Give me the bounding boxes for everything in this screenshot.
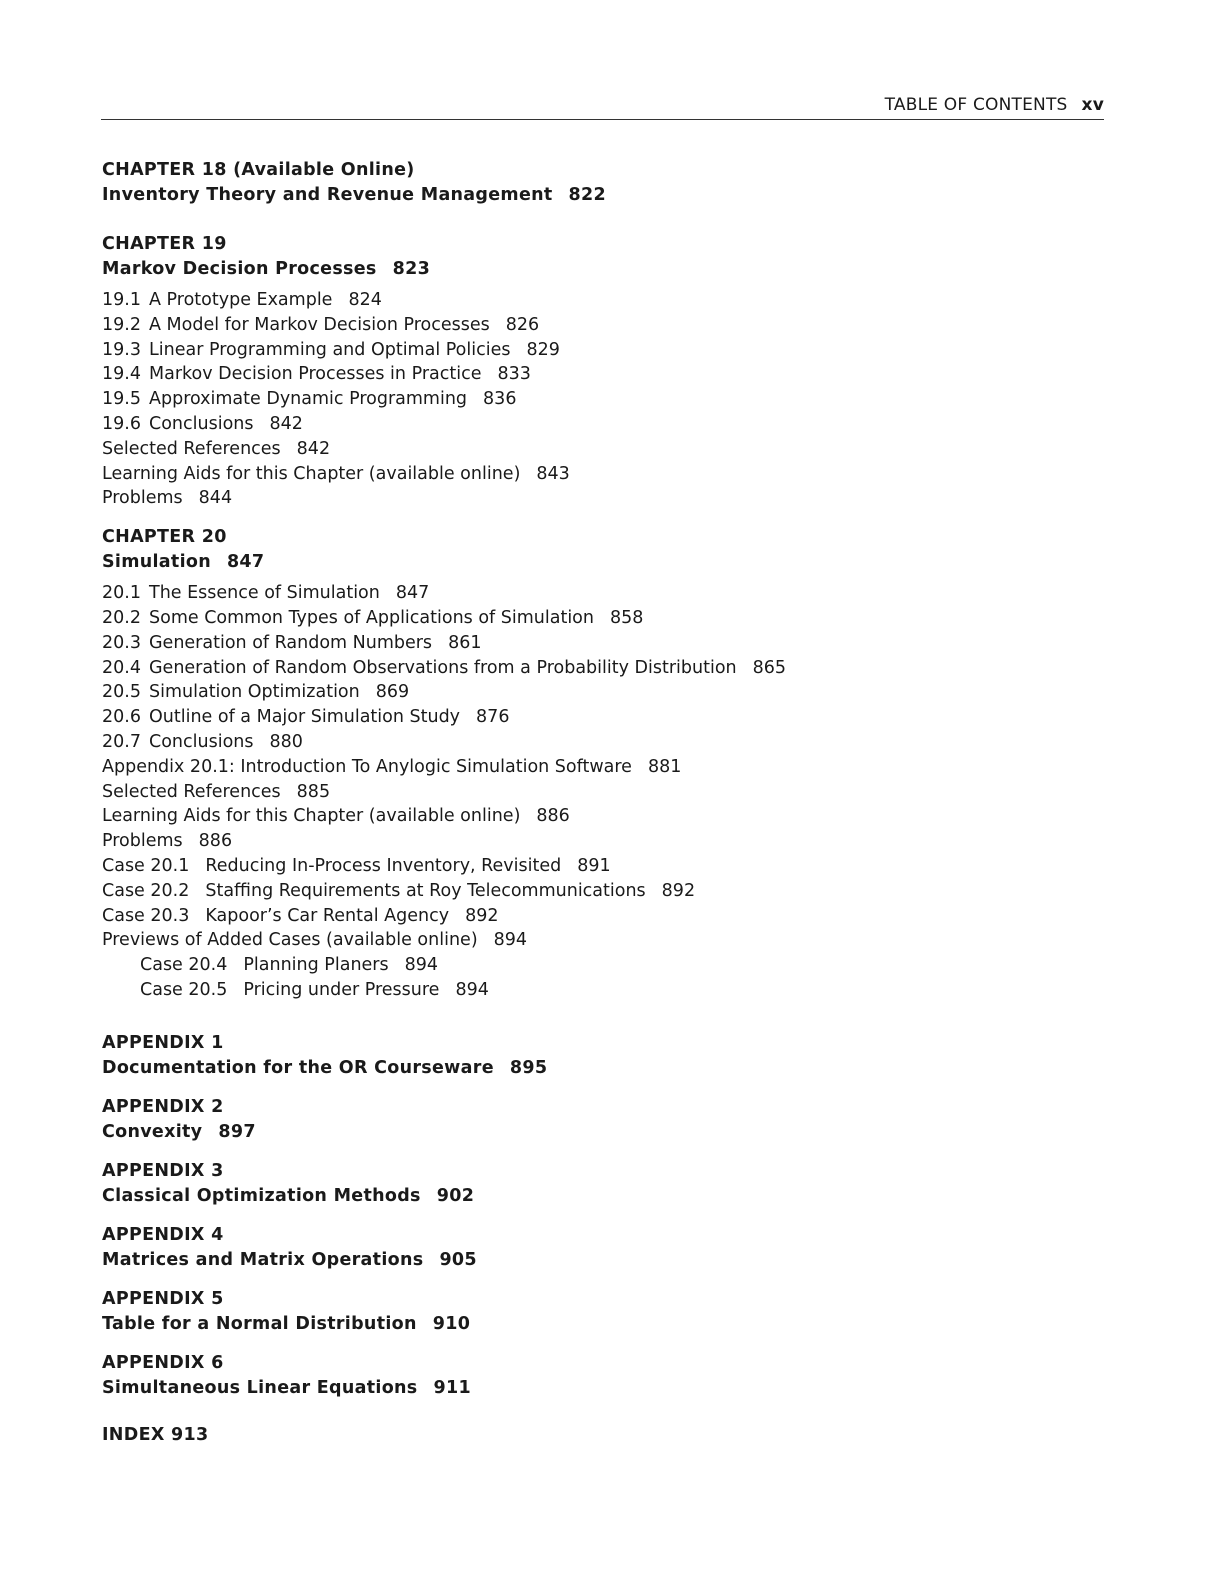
appendix-1: [102, 1031, 1102, 1081]
appendix-page: 902: [436, 1185, 475, 1206]
case-number: Case 20.3: [102, 905, 190, 926]
appendix-title: Matrices and Matrix Operations: [102, 1249, 424, 1270]
toc-entry[interactable]: [102, 288, 1102, 313]
toc-entry[interactable]: [102, 829, 1102, 854]
chapter-page: 823: [392, 259, 431, 279]
section-number: 19.5: [102, 389, 141, 410]
toc-entry[interactable]: [102, 631, 1102, 656]
chapter-title: Inventory Theory and Revenue Management: [102, 185, 553, 205]
case-title: Kapoor’s Car Rental Agency: [205, 905, 450, 926]
toc-entry[interactable]: [102, 362, 1102, 387]
appendix-5: [102, 1287, 1102, 1337]
case-number: Case 20.5: [140, 979, 228, 1000]
section-title: Generation of Random Observations from a Probability Distribution: [149, 657, 737, 678]
section-title: Conclusions: [149, 413, 254, 434]
appendix-label: APPENDIX 6: [102, 1352, 224, 1373]
section-title: The Essence of Simulation: [149, 583, 380, 604]
chapter-page: 847: [226, 552, 265, 573]
section-page: 833: [497, 364, 531, 385]
chapter-18: [102, 158, 1102, 208]
toc-entry[interactable]: [102, 705, 1102, 730]
toc-entry[interactable]: [102, 338, 1102, 363]
chapter-title: Simulation: [102, 552, 211, 573]
section-page: 824: [348, 290, 382, 310]
toc-body: [102, 158, 1102, 1448]
entry-page: 844: [198, 488, 233, 509]
entry-page: 881: [647, 756, 682, 777]
index-link[interactable]: [102, 1423, 1102, 1448]
case-number: Case 20.2: [102, 880, 190, 901]
case-number: Case 20.1: [102, 855, 190, 876]
section-page: 861: [448, 632, 482, 653]
running-header: [101, 95, 1104, 120]
case-page: 892: [465, 905, 499, 926]
case-title: Reducing In-Process Inventory, Revisited: [205, 855, 562, 876]
section-page: 865: [752, 657, 787, 678]
appendix-title-link[interactable]: [102, 1248, 1102, 1273]
section-title: Conclusions: [149, 731, 254, 752]
section-page: 842: [269, 413, 303, 434]
section-title: Generation of Random Numbers: [149, 632, 433, 653]
section-page: 869: [375, 682, 410, 703]
toc-entry[interactable]: [102, 486, 1102, 511]
entry-page: 842: [296, 438, 331, 459]
toc-entry[interactable]: [102, 804, 1102, 829]
toc-entry[interactable]: [102, 581, 1102, 606]
section-number: 19.1: [102, 290, 141, 310]
appendix-title-link[interactable]: [102, 1376, 1102, 1401]
toc-entry[interactable]: [102, 606, 1102, 631]
case-entry[interactable]: [102, 854, 1102, 879]
entry-title: Previews of Added Cases (available online): [102, 930, 478, 951]
toc-entry[interactable]: [102, 680, 1102, 705]
entry-title: Learning Aids for this Chapter (available online): [102, 463, 521, 484]
chapter-19-entries: [102, 288, 1102, 511]
case-page: 892: [661, 880, 696, 901]
toc-entry[interactable]: [102, 313, 1102, 338]
toc-entry[interactable]: [102, 755, 1102, 780]
chapter-20: [102, 525, 1102, 1003]
appendix-6: [102, 1351, 1102, 1401]
entry-page: 886: [198, 831, 233, 852]
case-page: 894: [404, 955, 439, 976]
header-page-number: xv: [1081, 95, 1104, 115]
appendix-label: APPENDIX 3: [102, 1160, 224, 1181]
index-page: 913: [171, 1424, 209, 1445]
appendix-page: 911: [433, 1377, 471, 1398]
section-number: 20.5: [102, 682, 141, 703]
section-number: 19.2: [102, 314, 141, 335]
case-title: Pricing under Pressure: [243, 979, 440, 1000]
section-number: 19.6: [102, 413, 141, 434]
entry-page: 885: [296, 781, 331, 802]
section-title: Some Common Types of Applications of Simulation: [149, 607, 594, 628]
section-page: 847: [395, 583, 430, 604]
section-title: Simulation Optimization: [149, 682, 360, 703]
appendix-page: 897: [218, 1121, 256, 1142]
entry-page: 894: [493, 930, 528, 951]
section-page: 858: [610, 607, 644, 628]
section-title: Approximate Dynamic Programming: [149, 389, 468, 410]
appendix-title: Simultaneous Linear Equations: [102, 1377, 418, 1398]
chapter-20-entries: [102, 581, 1102, 1003]
case-title: Staffing Requirements at Roy Telecommunications: [205, 880, 646, 901]
appendix-title-link[interactable]: [102, 1120, 1102, 1145]
section-number: 20.6: [102, 707, 141, 728]
section-number: 20.7: [102, 731, 141, 752]
entry-page: 843: [536, 463, 570, 484]
chapter-title-link[interactable]: [102, 550, 1102, 575]
appendix-title: Documentation for the OR Courseware: [102, 1057, 494, 1078]
case-page: 891: [577, 855, 611, 876]
toc-entry[interactable]: [102, 387, 1102, 412]
appendix-title-link[interactable]: [102, 1312, 1102, 1337]
section-number: 20.1: [102, 583, 141, 604]
appendix-page: 910: [432, 1313, 471, 1334]
chapter-label: CHAPTER 20: [102, 527, 227, 548]
appendix-title: Convexity: [102, 1121, 203, 1142]
section-number: 20.3: [102, 632, 141, 653]
case-number: Case 20.4: [140, 955, 228, 976]
section-number: 20.2: [102, 607, 141, 628]
toc-entry[interactable]: [102, 656, 1102, 681]
toc-entry[interactable]: [102, 437, 1102, 462]
case-page: 894: [455, 979, 489, 1000]
case-entry[interactable]: [102, 953, 1102, 978]
toc-entry[interactable]: [102, 462, 1102, 487]
header-title: TABLE OF CONTENTS: [884, 95, 1068, 115]
chapter-label: CHAPTER 18 (Available Online): [102, 160, 415, 180]
section-number: 19.4: [102, 364, 141, 385]
index-label: INDEX: [102, 1424, 165, 1445]
appendix-title-link[interactable]: [102, 1056, 1102, 1081]
section-title: Linear Programming and Optimal Policies: [149, 339, 511, 360]
chapter-label: CHAPTER 19: [102, 234, 227, 254]
case-entry[interactable]: [102, 904, 1102, 929]
chapter-page: 822: [568, 185, 606, 205]
section-title: Markov Decision Processes in Practice: [149, 364, 482, 385]
toc-entry[interactable]: [102, 780, 1102, 805]
toc-entry[interactable]: [102, 730, 1102, 755]
appendix-label: APPENDIX 2: [102, 1096, 224, 1117]
section-page: 880: [269, 731, 303, 752]
chapter-title: Markov Decision Processes: [102, 259, 377, 279]
section-number: 20.4: [102, 657, 141, 678]
index-section: [102, 1423, 1102, 1448]
section-number: 19.3: [102, 339, 141, 360]
chapter-title-link[interactable]: [102, 183, 1102, 208]
entry-title: Problems: [102, 831, 183, 852]
case-entry[interactable]: [102, 978, 1102, 1003]
chapter-title-link[interactable]: [102, 257, 1102, 282]
entry-title: Learning Aids for this Chapter (available online): [102, 806, 521, 827]
section-page: 876: [476, 707, 510, 728]
section-title: A Model for Markov Decision Processes: [149, 314, 490, 335]
appendix-label: APPENDIX 4: [102, 1224, 224, 1245]
toc-entry[interactable]: [102, 928, 1102, 953]
appendix-2: [102, 1095, 1102, 1145]
entry-page: 886: [536, 806, 570, 827]
appendix-title-link[interactable]: [102, 1184, 1102, 1209]
appendix-title: Table for a Normal Distribution: [102, 1313, 417, 1334]
appendix-page: 905: [439, 1249, 477, 1270]
appendix-label: APPENDIX 1: [102, 1032, 224, 1053]
entry-title: Problems: [102, 488, 183, 509]
section-title: A Prototype Example: [149, 290, 333, 310]
case-title: Planning Planers: [243, 955, 389, 976]
entry-title: Appendix 20.1: Introduction To Anylogic Simulation Software: [102, 756, 632, 777]
appendix-4: [102, 1223, 1102, 1273]
appendix-title: Classical Optimization Methods: [102, 1185, 421, 1206]
toc-entry[interactable]: [102, 412, 1102, 437]
section-page: 829: [526, 339, 560, 360]
section-page: 836: [483, 389, 517, 410]
appendix-page: 895: [509, 1057, 548, 1078]
case-entry[interactable]: [102, 879, 1102, 904]
section-page: 826: [505, 314, 540, 335]
chapter-19: [102, 232, 1102, 511]
section-title: Outline of a Major Simulation Study: [149, 707, 461, 728]
appendix-label: APPENDIX 5: [102, 1288, 224, 1309]
entry-title: Selected References: [102, 781, 281, 802]
entry-title: Selected References: [102, 438, 281, 459]
appendix-3: [102, 1159, 1102, 1209]
